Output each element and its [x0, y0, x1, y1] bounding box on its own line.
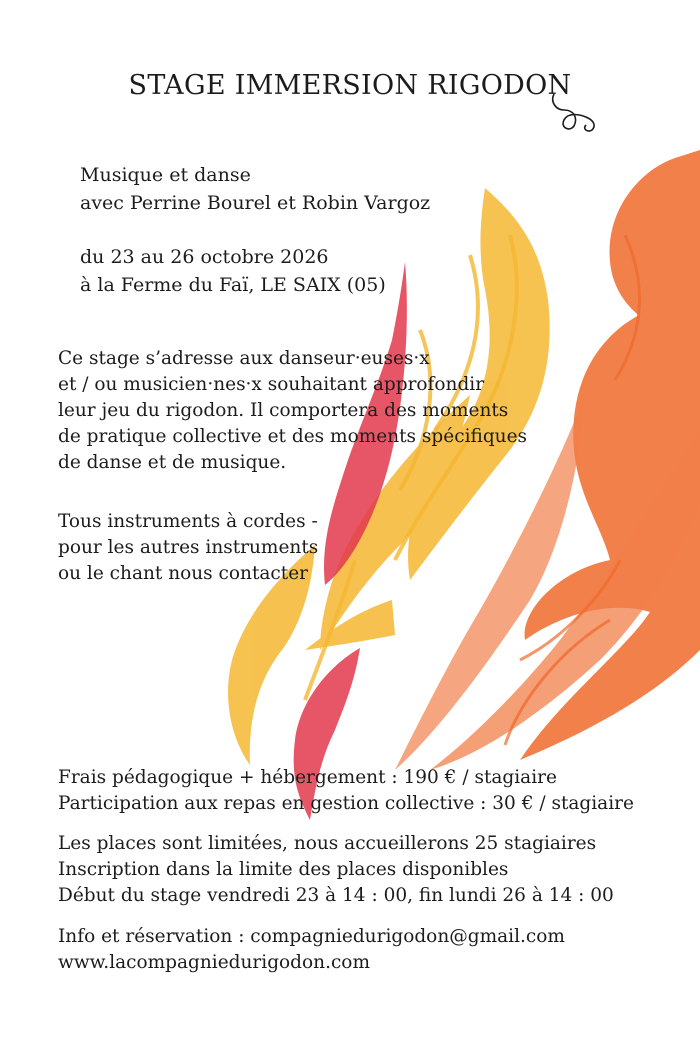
dates-line: du 23 au 26 octobre 2026	[80, 246, 329, 268]
info-line: Inscription dans la limite des places disponibles	[58, 859, 509, 880]
page-title: STAGE IMMERSION RIGODON	[128, 70, 572, 101]
info-line: Les places sont limitées, nous accueillerons 25 stagiaires	[58, 833, 597, 854]
description-line: de danse et de musique.	[58, 452, 287, 473]
description-line: leur jeu du rigodon. Il comportera des moments	[58, 400, 509, 421]
instruments-block	[58, 509, 318, 587]
info-line: Début du stage vendredi 23 à 14 : 00, fin lundi 26 à 14 : 00	[58, 885, 614, 906]
instruments-line: ou le chant nous contacter	[58, 563, 309, 584]
flourish-icon	[548, 88, 600, 134]
dates-block	[80, 243, 386, 299]
description-line: de pratique collective et des moments spécifiques	[58, 426, 528, 447]
location-line: à la Ferme du Faï, LE SAIX (05)	[80, 274, 386, 296]
description-block	[58, 346, 527, 476]
fees-block	[58, 765, 634, 817]
contact-block	[58, 924, 565, 976]
contact-email-line: Info et réservation : compagniedurigodon@gmail.com	[58, 926, 565, 947]
fee-line: Participation aux repas en gestion collective : 30 € / stagiaire	[58, 793, 634, 814]
instruments-line: pour les autres instruments	[58, 537, 319, 558]
intro-line: Musique et danse	[80, 164, 251, 186]
instruments-line: Tous instruments à cordes -	[58, 511, 318, 532]
intro-block	[80, 161, 430, 217]
website-link[interactable]: www.lacompagniedurigodon.com	[58, 952, 370, 973]
description-line: Ce stage s’adresse aux danseur·euses·x	[58, 348, 430, 369]
info-block	[58, 831, 614, 909]
intro-line: avec Perrine Bourel et Robin Vargoz	[80, 192, 431, 214]
description-line: et / ou musicien·nes·x souhaitant approfondir	[58, 374, 485, 395]
fee-line: Frais pédagogique + hébergement : 190 € / stagiaire	[58, 767, 557, 788]
